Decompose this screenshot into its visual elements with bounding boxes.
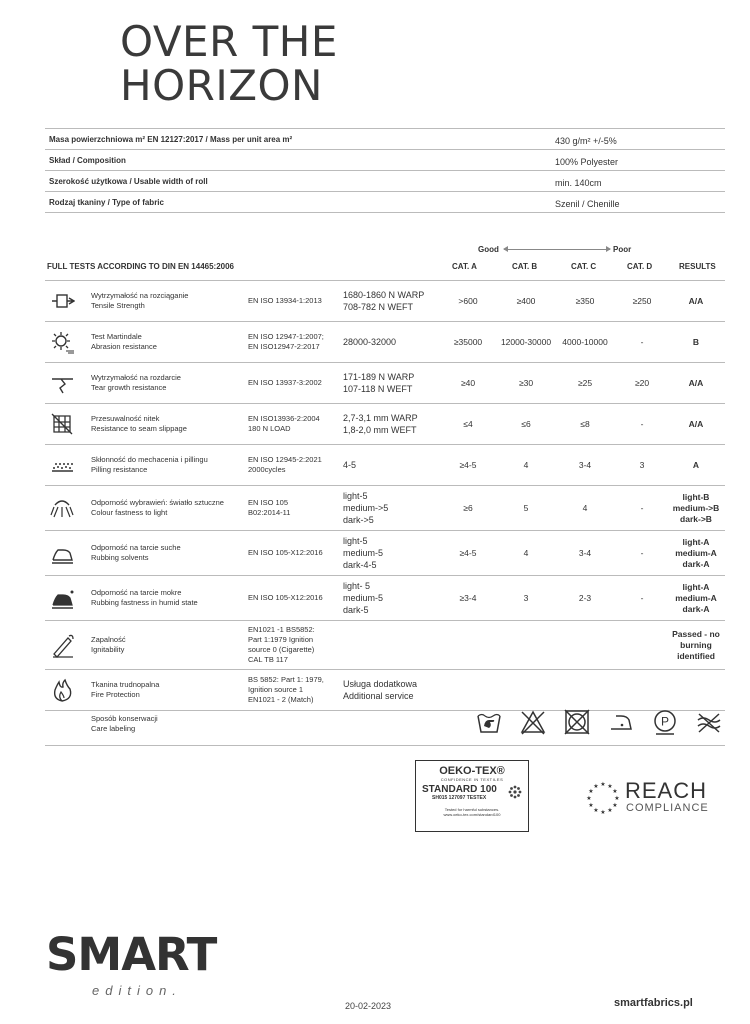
test-name-line: Resistance to seam slippage xyxy=(91,424,187,433)
cat-b-value-line: 3 xyxy=(523,592,529,603)
seam-slippage-icon xyxy=(49,411,75,437)
test-norm xyxy=(248,414,320,434)
cat-d-value-line: - xyxy=(640,592,644,603)
test-value-line: light-5 xyxy=(343,491,368,501)
scale-good-label: Good xyxy=(478,245,499,254)
no-wring-icon xyxy=(695,708,723,736)
cat-b-value-line: ≤6 xyxy=(521,418,531,429)
cat-c-value xyxy=(555,337,615,347)
svg-text:★: ★ xyxy=(614,795,620,802)
test-norm-line: EN ISO 12947-1:2007; xyxy=(248,332,324,341)
test-name-line: Wytrzymałość na rozdarcie xyxy=(91,373,181,382)
no-bleach-icon xyxy=(519,708,547,736)
test-result-line: dark-A xyxy=(682,603,710,614)
cat-b-value-line: 12000-30000 xyxy=(500,336,552,347)
test-norm xyxy=(248,332,324,352)
test-name-line: Przesuwalność nitek xyxy=(91,414,160,423)
svg-text:★: ★ xyxy=(588,802,594,809)
pilling-icon xyxy=(49,452,75,478)
test-norm xyxy=(248,548,323,558)
test-norm-line: source 0 (Cigarette) xyxy=(248,645,315,654)
test-norm-line: EN ISO 12945-2:2021 xyxy=(248,455,322,464)
test-result xyxy=(665,419,727,430)
test-norm xyxy=(248,593,323,603)
cat-a-value-line: ≥40 xyxy=(460,377,476,388)
cat-d-value xyxy=(612,503,672,513)
test-name-line: Skłonność do mechacenia i pillingu xyxy=(91,455,208,464)
cat-a-value xyxy=(438,460,498,470)
cat-b-value xyxy=(496,503,556,513)
test-row xyxy=(45,576,725,621)
cat-a-value xyxy=(438,296,498,306)
test-name xyxy=(91,291,188,311)
svg-text:★: ★ xyxy=(612,788,618,795)
cat-c-value xyxy=(555,593,615,603)
cat-d-value-line: ≥250 xyxy=(632,295,652,306)
test-name-line: Odporność na tarcie suche xyxy=(91,543,181,552)
test-value-line: 1680-1860 N WARP xyxy=(343,290,425,300)
test-norm-line: 180 N LOAD xyxy=(248,424,291,433)
tests-table xyxy=(45,280,725,711)
test-result-line: dark-A xyxy=(682,558,710,569)
test-result xyxy=(665,629,727,662)
cat-a-value-line: ≥6 xyxy=(463,502,473,513)
cat-d-value-line: - xyxy=(640,418,644,429)
test-name-line: Wytrzymałość na rozciąganie xyxy=(91,291,189,300)
cat-c-value xyxy=(555,460,615,470)
svg-text:★: ★ xyxy=(593,783,599,790)
cat-c-value xyxy=(555,548,615,558)
title-line-1: OVER THE xyxy=(120,17,338,66)
test-name-line: Rubbing fastness in humid state xyxy=(91,598,198,607)
care-label-en: Care labeling xyxy=(91,724,136,733)
scale-poor-label: Poor xyxy=(613,245,632,254)
dry-clean-p-icon xyxy=(651,708,679,736)
test-row xyxy=(45,322,725,363)
test-value-line: 2,7-3,1 mm WARP xyxy=(343,413,418,423)
test-name xyxy=(91,588,198,608)
cat-c-value-line: 3-4 xyxy=(578,459,592,470)
oeko-tex-label xyxy=(415,760,529,832)
oeko-standard: STANDARD 100 xyxy=(422,784,497,795)
test-row xyxy=(45,280,725,322)
test-value-line: dark->5 xyxy=(343,515,374,525)
test-result-line: burning xyxy=(680,639,712,650)
oeko-brand: OEKO-TEX® xyxy=(439,765,505,777)
iron-low-icon xyxy=(607,708,635,736)
test-name xyxy=(91,635,126,655)
test-value-line: medium->5 xyxy=(343,503,389,513)
cat-c-value-line: 4 xyxy=(582,502,588,513)
cat-d-value-line: - xyxy=(640,547,644,558)
cat-d-value-line: ≥20 xyxy=(634,377,650,388)
care-icons xyxy=(475,708,715,738)
spec-row xyxy=(45,150,725,171)
test-name xyxy=(91,498,224,518)
test-norm xyxy=(248,625,315,665)
test-norm xyxy=(248,378,322,388)
care-label-pl: Sposób konserwacji xyxy=(91,714,158,723)
test-norm-line: EN ISO 105-X12:2016 xyxy=(248,548,323,557)
cat-b-value-line: 5 xyxy=(523,502,529,513)
test-value xyxy=(343,336,396,348)
cat-b-value-line: 4 xyxy=(523,459,529,470)
test-norm-line: EN ISO 13937-3:2002 xyxy=(248,378,322,387)
test-result-line: identified xyxy=(677,650,715,661)
oeko-tested: Tested for harmful substances. xyxy=(444,807,500,812)
test-name xyxy=(91,455,208,475)
wet-rubbing-icon xyxy=(49,585,75,611)
test-name-line: Odporność wybrawień: światło sztuczne xyxy=(91,498,224,507)
test-name-line: Test Martindale xyxy=(91,332,142,341)
test-result-line: medium-A xyxy=(675,592,717,603)
test-result-line: Passed - no xyxy=(672,628,720,639)
scale-arrow xyxy=(504,249,610,250)
header-cat-d: CAT. D xyxy=(627,262,653,271)
test-value-line: light-5 xyxy=(343,536,368,546)
test-result-line: light-B xyxy=(682,491,710,502)
cat-b-value-line: ≥30 xyxy=(518,377,534,388)
test-value-line: light- 5 xyxy=(343,581,371,591)
test-name-line: Pilling resistance xyxy=(91,465,148,474)
test-name-line: Colour fastness to light xyxy=(91,508,168,517)
test-value-line: 107-118 N WEFT xyxy=(343,384,413,394)
cat-a-value xyxy=(438,378,498,388)
cat-b-value xyxy=(496,337,556,347)
test-value-line: dark-5 xyxy=(343,605,369,615)
test-name-line: Tear growth resistance xyxy=(91,383,167,392)
svg-text:★: ★ xyxy=(593,807,599,814)
test-result-line: B xyxy=(692,336,700,347)
reach-title: REACH xyxy=(625,778,708,803)
test-value xyxy=(343,490,388,526)
test-result-line: medium-A xyxy=(675,547,717,558)
test-value xyxy=(343,459,356,471)
cat-b-value xyxy=(496,548,556,558)
test-value xyxy=(343,412,418,436)
test-result-line: light-A xyxy=(682,581,710,592)
test-result-line: medium->B xyxy=(672,502,720,513)
header-cat-c: CAT. C xyxy=(571,262,597,271)
abrasion-icon xyxy=(49,329,75,355)
oeko-url: www.oeko-tex.com/standard100 xyxy=(443,812,501,817)
test-result xyxy=(665,460,727,471)
spec-value: 430 g/m² +/-5% xyxy=(555,136,617,146)
cat-d-value xyxy=(612,296,672,306)
oeko-tagline: CONFIDENCE IN TEXTILES xyxy=(440,777,504,782)
test-norm xyxy=(248,455,322,475)
test-name-line: Rubbing solvents xyxy=(91,553,149,562)
test-norm-line: EN1021 -1 BS5852: xyxy=(248,625,315,634)
test-value-line: 171-189 N WARP xyxy=(343,372,415,382)
test-name-line: Tkanina trudnopalna xyxy=(91,680,160,689)
spec-row xyxy=(45,171,725,192)
test-norm-line: EN ISO13936-2:2004 xyxy=(248,414,320,423)
test-name-line: Zapalność xyxy=(91,635,126,644)
spec-value: min. 140cm xyxy=(555,178,602,188)
spec-label: Skład / Composition xyxy=(49,156,126,165)
cat-b-value-line: 4 xyxy=(523,547,529,558)
test-norm-line: EN ISO 13934-1:2013 xyxy=(248,296,322,305)
svg-text:P: P xyxy=(660,714,670,729)
hand-wash-icon xyxy=(475,708,503,736)
cat-a-value-line: >600 xyxy=(458,295,478,306)
test-result xyxy=(665,337,727,348)
svg-text:★: ★ xyxy=(607,783,613,790)
test-result xyxy=(665,378,727,389)
test-result xyxy=(665,296,727,307)
oeko-code: SH015 127097 TESTEX xyxy=(432,795,487,801)
test-result-line: A/A xyxy=(688,418,704,429)
reach-subtitle: COMPLIANCE xyxy=(626,802,709,814)
test-norm-line: EN1021 - 2 (Match) xyxy=(248,695,314,704)
brand-edition: edition. xyxy=(92,983,182,998)
test-result xyxy=(665,492,727,525)
cat-c-value xyxy=(555,378,615,388)
eu-stars-icon xyxy=(585,780,621,816)
cat-c-value-line: ≥350 xyxy=(575,295,595,306)
tests-header xyxy=(45,262,725,278)
test-value-line: 708-782 N WEFT xyxy=(343,302,414,312)
care-label xyxy=(91,714,158,734)
test-value-line: 4-5 xyxy=(343,460,357,470)
cat-d-value xyxy=(612,548,672,558)
spec-table xyxy=(45,128,725,213)
cat-d-value xyxy=(612,378,672,388)
test-value xyxy=(343,678,417,702)
cat-d-value-line: - xyxy=(640,502,644,513)
cat-a-value-line: ≥4-5 xyxy=(459,547,477,558)
test-name xyxy=(91,332,157,352)
cat-d-value-line: 3 xyxy=(639,459,645,470)
cat-a-value-line: ≥3-4 xyxy=(459,592,477,603)
header-cat-a: CAT. A xyxy=(452,262,477,271)
spec-row xyxy=(45,192,725,213)
ignitability-icon xyxy=(49,632,75,658)
test-norm xyxy=(248,498,290,518)
header-results: RESULTS xyxy=(679,262,716,271)
dry-rubbing-icon xyxy=(49,540,75,566)
test-norm-line: BS 5852: Part 1: 1979, xyxy=(248,675,324,684)
test-name-line: Fire Protection xyxy=(91,690,140,699)
spec-label: Szerokość użytkowa / Usable width of roll xyxy=(49,177,208,186)
svg-text:★: ★ xyxy=(600,809,606,816)
cat-a-value xyxy=(438,503,498,513)
test-value-line: 1,8-2,0 mm WEFT xyxy=(343,425,417,435)
test-row xyxy=(45,445,725,486)
test-name xyxy=(91,543,181,563)
spec-row xyxy=(45,128,725,150)
test-norm-line: Ignition source 1 xyxy=(248,685,304,694)
cat-d-value xyxy=(612,419,672,429)
svg-text:★: ★ xyxy=(600,781,606,788)
test-value-line: Additional service xyxy=(343,691,414,701)
test-norm-line: B02:2014-11 xyxy=(248,508,291,517)
spec-label: Rodzaj tkaniny / Type of fabric xyxy=(49,198,164,207)
test-result-line: light-A xyxy=(682,536,710,547)
care-labeling-row xyxy=(45,700,725,746)
spec-label: Masa powierzchniowa m² EN 12127:2017 / Mass per unit area m² xyxy=(49,135,293,144)
title-line-2: HORIZON xyxy=(120,61,323,110)
light-fastness-icon xyxy=(49,495,75,521)
test-value-line: Usługa dodatkowa xyxy=(343,679,418,689)
tests-header-title: FULL TESTS ACCORDING TO DIN EN 14465:2006 xyxy=(47,262,235,271)
reach-compliance-logo xyxy=(585,778,725,818)
test-name xyxy=(91,414,187,434)
cat-b-value xyxy=(496,296,556,306)
test-value xyxy=(343,371,414,395)
oeko-flower-icon xyxy=(507,784,523,800)
cat-b-value-line: ≥400 xyxy=(516,295,536,306)
test-norm-line: 2000cycles xyxy=(248,465,286,474)
test-value xyxy=(343,580,383,616)
test-result xyxy=(665,582,727,615)
cat-c-value-line: 4000-10000 xyxy=(562,336,608,347)
cat-a-value xyxy=(438,337,498,347)
svg-text:★: ★ xyxy=(586,795,592,802)
cat-b-value xyxy=(496,593,556,603)
cat-c-value-line: 2-3 xyxy=(578,592,592,603)
brand-logo: SMART xyxy=(46,928,217,981)
test-name-line: Odporność na tarcie mokre xyxy=(91,588,182,597)
test-result xyxy=(665,537,727,570)
test-norm-line: EN ISO 105-X12:2016 xyxy=(248,593,323,602)
cat-d-value xyxy=(612,593,672,603)
test-name xyxy=(91,680,159,700)
test-result-line: A/A xyxy=(688,377,704,388)
spec-value: 100% Polyester xyxy=(555,157,619,167)
test-value xyxy=(343,535,383,571)
test-row xyxy=(45,621,725,670)
header-cat-b: CAT. B xyxy=(512,262,538,271)
test-name-line: Ignitability xyxy=(91,645,125,654)
test-row xyxy=(45,404,725,445)
test-result-line: A xyxy=(692,459,700,470)
cat-d-value xyxy=(612,460,672,470)
test-norm-line: CAL TB 117 xyxy=(248,655,288,664)
cat-b-value xyxy=(496,460,556,470)
cat-a-value xyxy=(438,419,498,429)
cat-a-value-line: ≥4-5 xyxy=(459,459,477,470)
cat-a-value-line: ≥35000 xyxy=(453,336,483,347)
cat-b-value xyxy=(496,378,556,388)
test-name-line: Abrasion resistance xyxy=(91,342,157,351)
cat-c-value xyxy=(555,503,615,513)
test-value-line: medium-5 xyxy=(343,593,384,603)
document-date: 20-02-2023 xyxy=(345,1001,392,1011)
test-value xyxy=(343,289,424,313)
tear-icon xyxy=(49,370,75,396)
website-link[interactable]: smartfabrics.pl xyxy=(614,997,693,1009)
page-title xyxy=(120,17,338,110)
cat-c-value-line: ≤8 xyxy=(580,418,590,429)
test-name-line: Tensile Strength xyxy=(91,301,145,310)
test-norm-line: EN ISO12947-2:2017 xyxy=(248,342,320,351)
svg-text:★: ★ xyxy=(612,802,618,809)
cat-b-value xyxy=(496,419,556,429)
svg-text:★: ★ xyxy=(588,788,594,795)
no-tumble-dry-icon xyxy=(563,708,591,736)
test-value-line: medium-5 xyxy=(343,548,384,558)
cat-c-value xyxy=(555,419,615,429)
test-result-line: dark->B xyxy=(680,513,712,524)
cat-d-value xyxy=(612,337,672,347)
test-value-line: 28000-32000 xyxy=(343,337,397,347)
test-norm-line: Part 1:1979 Ignition xyxy=(248,635,314,644)
test-result-line: A/A xyxy=(688,295,704,306)
svg-text:★: ★ xyxy=(607,807,613,814)
test-row xyxy=(45,486,725,531)
cat-c-value-line: 3-4 xyxy=(578,547,592,558)
test-norm-line: EN ISO 105 xyxy=(248,498,289,507)
spec-value: Szenil / Chenille xyxy=(555,199,620,209)
test-norm xyxy=(248,296,322,306)
cat-a-value xyxy=(438,593,498,603)
cat-a-value-line: ≤4 xyxy=(463,418,473,429)
cat-a-value xyxy=(438,548,498,558)
test-row xyxy=(45,531,725,576)
test-value-line: dark-4-5 xyxy=(343,560,377,570)
cat-c-value xyxy=(555,296,615,306)
test-row xyxy=(45,363,725,404)
tensile-icon xyxy=(49,288,75,314)
test-name xyxy=(91,373,181,393)
cat-d-value-line: - xyxy=(640,336,644,347)
cat-c-value-line: ≥25 xyxy=(577,377,593,388)
